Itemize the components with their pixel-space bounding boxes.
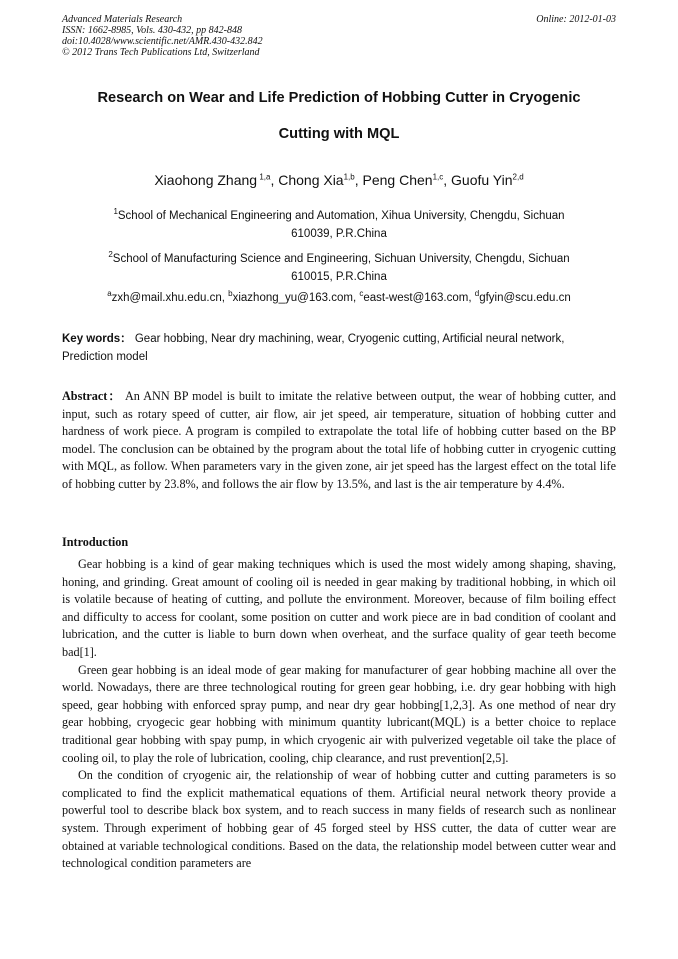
affiliation-line: 610039, P.R.China bbox=[291, 228, 387, 240]
email-sup: d bbox=[474, 289, 480, 299]
abstract-text: An ANN BP model is built to imitate the relative between output, the wear of hobbing cutter, and input, such as rotary speed of cutter, air flow, air jet speed, air temperature, situation of hobbing cutter and hardness of work piece. A program is compiled to extrapolate the total life of hobbing cutter based on the BP model. The conclusion can be obtained by the program about the total life of hobbing cutter in cryogenic cutting with MQL, as follow. When parameters vary in the given zone, air jet speed has the largest effect on the total life of hobbing cutter by 23.8%, and follows the air flow by 13.5%, and last is the air temperature by 4.4%. bbox=[62, 389, 616, 491]
author-name: Peng Chen bbox=[362, 172, 433, 188]
affiliation-2 bbox=[62, 250, 616, 286]
author-list: Xiaohong Zhang $^{1,a}$, Chong Xia$^{1,b}$, Peng Chen$^{1,c}$, Guofu Yin$^{2,d}$ bbox=[154, 172, 524, 188]
doi-line: doi:10.4028/www.scientific.net/AMR.430-432.842 bbox=[62, 36, 263, 47]
author-sup: 1,c bbox=[432, 172, 444, 182]
keywords bbox=[62, 330, 616, 366]
introduction-body bbox=[62, 556, 616, 873]
email-text: zxh@mail.xhu.edu.cn, bbox=[111, 292, 229, 304]
journal-header bbox=[62, 14, 616, 58]
author-sup: 1,b bbox=[343, 172, 355, 182]
paper-title-line-2: Cutting with MQL bbox=[278, 126, 400, 142]
affiliation-sup: 1 bbox=[113, 207, 118, 217]
author-sup: 1,a bbox=[257, 172, 271, 182]
affiliation-line: School of Mechanical Engineering and Automation, Xihua University, Chengdu, Sichuan bbox=[117, 210, 565, 222]
keywords-text: Gear hobbing, Near dry machining, wear, Cryogenic cutting, Artificial neural network, Prediction model bbox=[62, 333, 565, 363]
author-name: Guofu Yin bbox=[451, 172, 513, 188]
affiliation-sup: 2 bbox=[108, 250, 113, 260]
author-sup: 2,d bbox=[512, 172, 524, 182]
email-text: east-west@163.com, bbox=[363, 292, 475, 304]
abstract-label: Abstract： bbox=[62, 389, 122, 403]
email-sup: a bbox=[107, 289, 112, 299]
paragraph: Gear hobbing is a kind of gear making techniques which is used the most widely among shaping, shaving, honing, and grinding. Great amount of cooling oil is needed in gear making by traditional hobbing, in which oil is volatile because of heating of cutting, and pollute the environment. Moreover, because of film boiling effect and difficulty to access for coolant, some position on cutter and work piece are in bad condition of coolant and lubrication, and the cutter is liable to burn down when overheat, and the surface quality of gear teeth become bad[1]. bbox=[62, 557, 616, 659]
email-sup: b bbox=[228, 289, 233, 299]
section-heading-introduction: Introduction bbox=[62, 535, 129, 549]
email-text: xiazhong_yu@163.com, bbox=[232, 292, 360, 304]
paragraph: On the condition of cryogenic air, the relationship of wear of hobbing cutter and cutting parameters is so complicated to find the explicit mathematical equations of them. Artificial neural network theory provide a powerful tool to describe black box system, and to reach success in many fields of research such as nonlinear system. Through experiment of hobbing gear of 45 forged steel by HSS cutter, the data of cutter wear are obtained at variable technological conditions. Based on the data, the relationship model between cutter wear and technological condition parameters are bbox=[62, 768, 616, 871]
online-date: Online: 2012-01-03 bbox=[536, 14, 616, 25]
affiliation-line: 610015, P.R.China bbox=[291, 271, 387, 283]
email-sup: c bbox=[359, 289, 364, 299]
keywords-label: Key words： bbox=[62, 333, 132, 345]
copyright-line: © 2012 Trans Tech Publications Ltd, Switzerland bbox=[62, 47, 260, 58]
journal-name: Advanced Materials Research bbox=[62, 14, 183, 25]
paragraph: Green gear hobbing is an ideal mode of gear making for manufacturer of gear hobbing machine all over the world. Nowadays, there are three technological routing for green gear hobbing, i.e. dry gear hobbing with high speed, gear hobbing with enforced spray pump, and near dry gear hobbing[1,2,3]. As one method of near dry gear hobbing, cryogecic gear hobbing with minimum quantity lubricant(MQL) is a better choice to replace traditional gear hobbing with spay pump, in which cryogenic air with pulverized vegetable oil take the place of cooling oil, to play the role of lubrication, cooling, chip clearance, and rust prevention[2,5]. bbox=[62, 662, 616, 765]
abstract bbox=[62, 388, 616, 494]
author-name: Chong Xia bbox=[278, 172, 344, 188]
issn-line: ISSN: 1662-8985, Vols. 430-432, pp 842-848 bbox=[62, 25, 242, 36]
affiliation-line: School of Manufacturing Science and Engineering, Sichuan University, Chengdu, Sichuan bbox=[112, 253, 570, 265]
author-name: Xiaohong Zhang bbox=[154, 172, 258, 188]
paper-title-line-1: Research on Wear and Life Prediction of Hobbing Cutter in Cryogenic bbox=[97, 90, 581, 106]
email-text: gfyin@scu.edu.cn bbox=[479, 292, 571, 304]
affiliation-1 bbox=[62, 207, 616, 243]
email-list bbox=[40, 289, 638, 304]
